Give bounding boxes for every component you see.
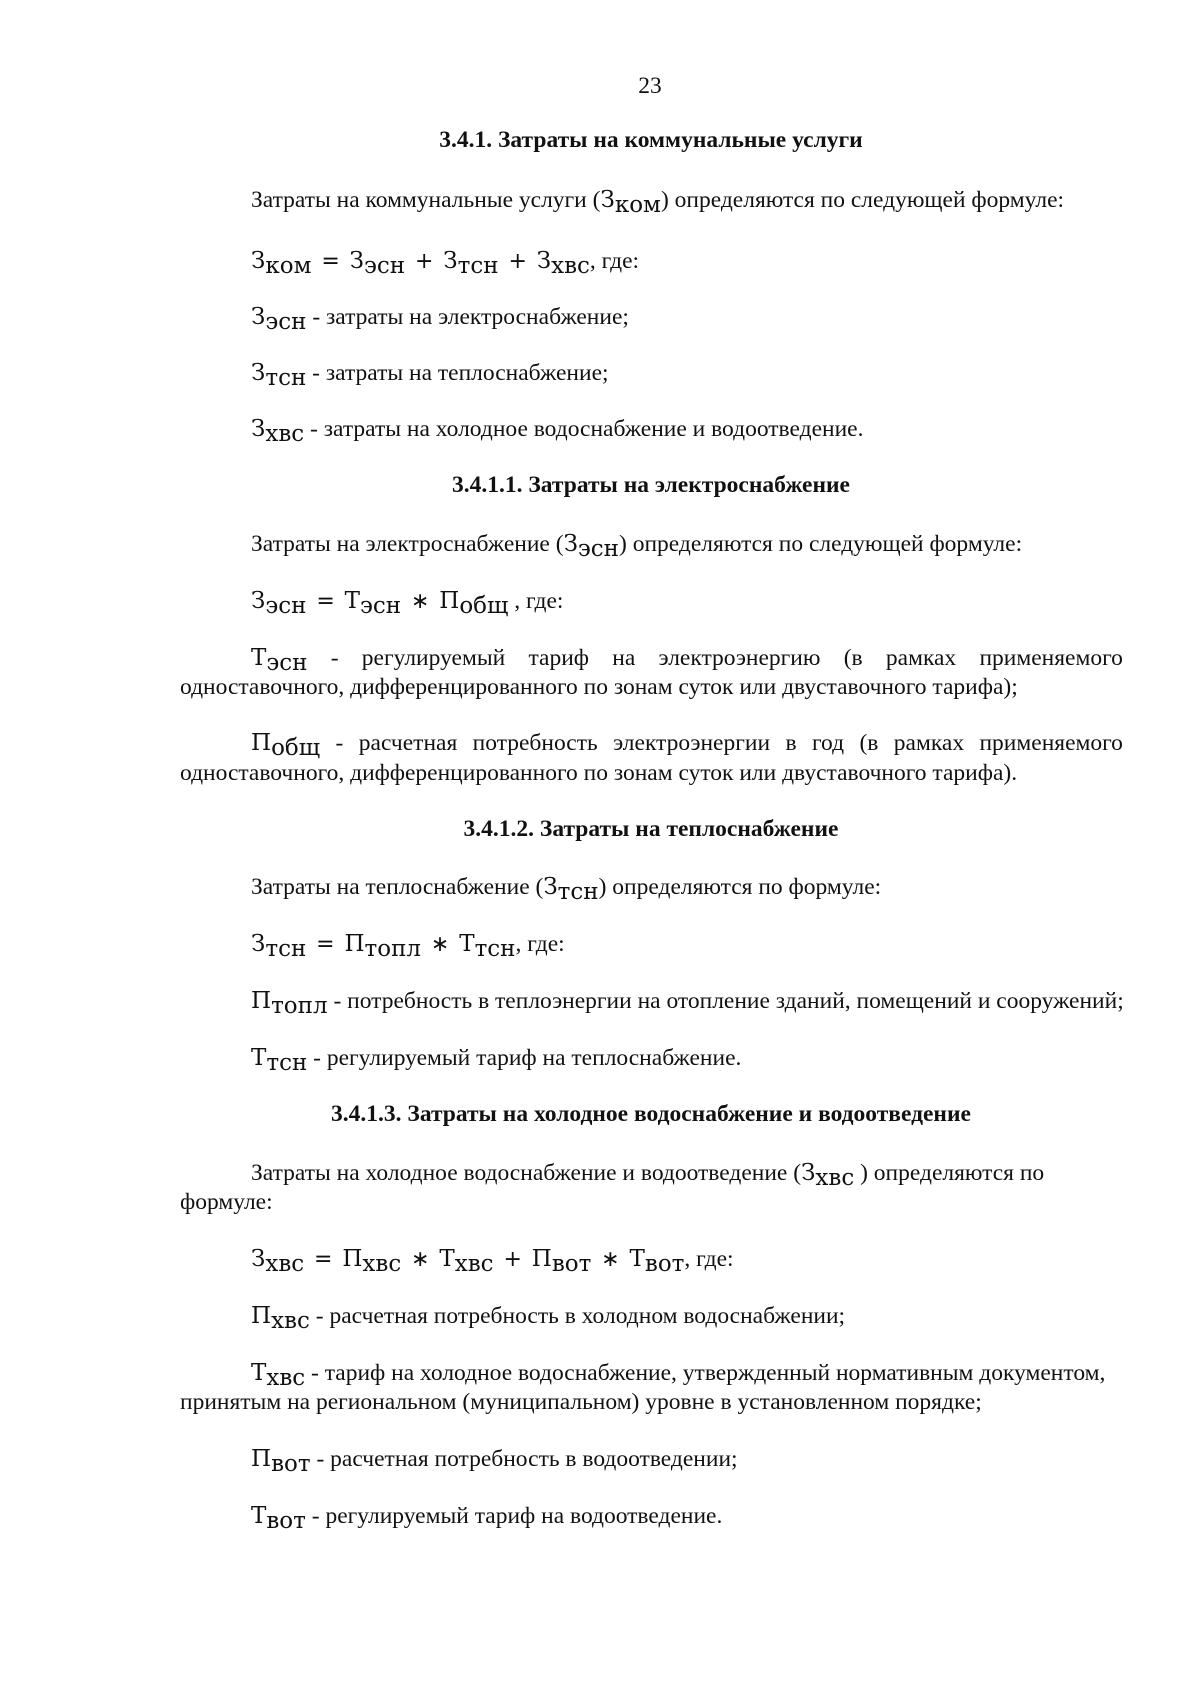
- definition-z-tsn: $З_{тсн}$ - затраты на теплоснабжение;: [251, 360, 609, 391]
- definition-p-obshch-cont: одноставочного, дифференцированного по зонам суток или двуставочного тарифа).: [180, 760, 1018, 786]
- water-intro-cont: формуле:: [180, 1189, 273, 1215]
- definition-t-esn-cont: одноставочного, дифференцированного по зонам суток или двуставочного тарифа);: [180, 674, 1018, 700]
- definition-t-tsn: $Т_{тсн}$ - регулируемый тариф на теплоснабжение.: [251, 1045, 742, 1076]
- formula-heating: $З_{тсн} = П_{топл}$ ∗ $Т_{тсн}$, где:: [251, 931, 565, 962]
- section-heading-3-4-1-1: 3.4.1.1. Затраты на электроснабжение: [452, 472, 850, 498]
- definition-p-topl: $П_{топл}$ - потребность в теплоэнергии на отопление зданий, помещений и сооружений;: [251, 988, 1124, 1019]
- water-intro: Затраты на холодное водоснабжение и водоотведение ($З_{хвс}$ ) определяются по: [251, 1160, 1045, 1191]
- section-heading-3-4-1: 3.4.1. Затраты на коммунальные услуги: [439, 127, 863, 153]
- definition-p-hvs: $П_{хвс}$ - расчетная потребность в холодном водоснабжении;: [251, 1303, 846, 1334]
- formula-electricity: $З_{эсн} = Т_{эсн}$ ∗ $П_{общ}$ , где:: [251, 588, 564, 619]
- page-number: 23: [638, 73, 662, 99]
- intro-paragraph: Затраты на коммунальные услуги $(З_{ком})$ определяются по следующей формуле:: [251, 187, 1065, 218]
- heating-intro: Затраты на теплоснабжение $(З_{тсн})$ определяются по формуле:: [251, 874, 882, 905]
- definition-p-obshch: $П_{общ}$ - расчетная потребность электроэнергии в год (в рамках применяемого: [251, 730, 1123, 761]
- definition-t-hvs: $Т_{хвс}$ - тариф на холодное водоснабжение, утвержденный нормативным документом,: [251, 1360, 1106, 1391]
- section-heading-3-4-1-3: 3.4.1.3. Затраты на холодное водоснабжение и водоотведение: [331, 1101, 971, 1127]
- formula-total-utilities: $З_{ком} = З_{эсн} + З_{тсн} + З_{хвс}$, где:: [251, 248, 640, 279]
- definition-p-vot: $П_{вот}$ - расчетная потребность в водоотведении;: [251, 1446, 738, 1477]
- definition-t-vot: $Т_{вот}$ - регулируемый тариф на водоотведение.: [251, 1503, 723, 1534]
- definition-z-esn: $З_{эсн}$ - затраты на электроснабжение;: [251, 304, 629, 335]
- section-heading-3-4-1-2: 3.4.1.2. Затраты на теплоснабжение: [463, 816, 839, 842]
- definition-t-hvs-cont: принятым на региональном (муниципальном) уровне в установленном порядке;: [180, 1389, 982, 1415]
- formula-water: $З_{хвс} = П_{хвс}$ ∗ $Т_{хвс} + П_{вот}$ ∗ $Т_{вот}$, где:: [251, 1246, 734, 1277]
- definition-t-esn: $Т_{эсн}$ - регулируемый тариф на электроэнергию (в рамках применяемого: [251, 645, 1123, 676]
- definition-z-hvs: $З_{хвс}$ - затраты на холодное водоснабжение и водоотведение.: [251, 416, 864, 447]
- electricity-intro: Затраты на электроснабжение $(З_{эсн})$ определяются по следующей формуле:: [251, 531, 1023, 562]
